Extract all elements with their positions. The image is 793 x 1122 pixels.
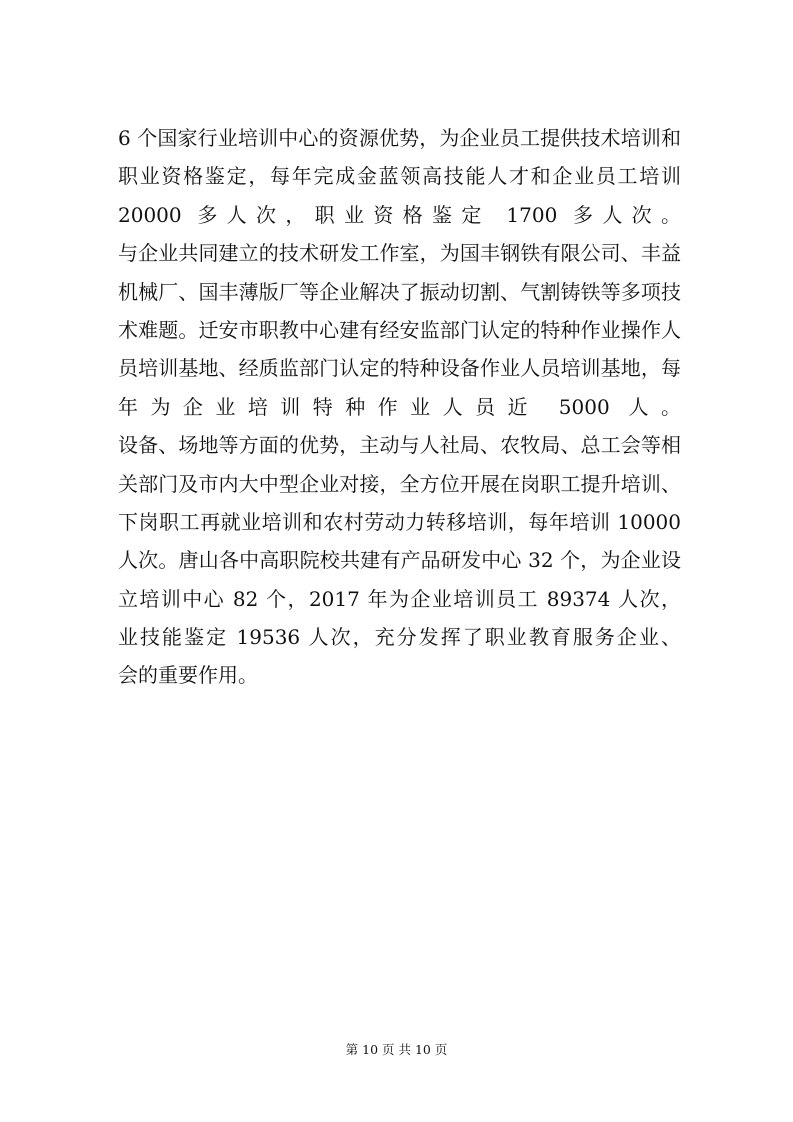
paragraph-line: 人次。唐山各中高职院校共建有产品研发中心 32 个，为企业设 [118, 548, 681, 573]
paragraph-line: 设备、场地等方面的优势，主动与人社局、农牧局、总工会等相 [118, 433, 681, 458]
paragraph-line: 下岗职工再就业培训和农村劳动力转移培训，每年培训 10000 [118, 509, 681, 534]
paragraph-line: 年为企业培训特种作业人员近 5000 人。 [118, 394, 681, 419]
document-body [118, 119, 681, 695]
paragraph-line: 员培训基地、经质监部门认定的特种设备作业人员培训基地，每 [118, 356, 681, 381]
paragraph-line: 立培训中心 82 个，2017 年为企业培训员工 89374 人次， [118, 586, 681, 611]
page-number-footer: 第 10 页 共 10 页 [345, 1042, 448, 1057]
paragraph-last-line: 会的重要作用。 [118, 663, 258, 688]
paragraph-line: 6 个国家行业培训中心的资源优势，为企业员工提供技术培训和 [118, 126, 681, 150]
paragraph-line: 机械厂、国丰薄版厂等企业解决了振动切割、气割铸铁等多项技 [118, 279, 681, 304]
paragraph-line: 术难题。迁安市职教中心建有经安监部门认定的特种作业操作人 [118, 317, 681, 342]
paragraph-line: 20000 多人次，职业资格鉴定 1700 多人次。 [118, 202, 681, 227]
paragraph-line: 关部门及市内大中型企业对接，全方位开展在岗职工提升培训、 [118, 471, 681, 496]
paragraph-line: 与企业共同建立的技术研发工作室，为国丰钢铁有限公司、丰益 [118, 241, 681, 266]
paragraph-line: 职业资格鉴定，每年完成金蓝领高技能人才和企业员工培训 [118, 164, 681, 189]
paragraph-line: 业技能鉴定 19536 人次，充分发挥了职业教育服务企业、 [118, 625, 681, 650]
